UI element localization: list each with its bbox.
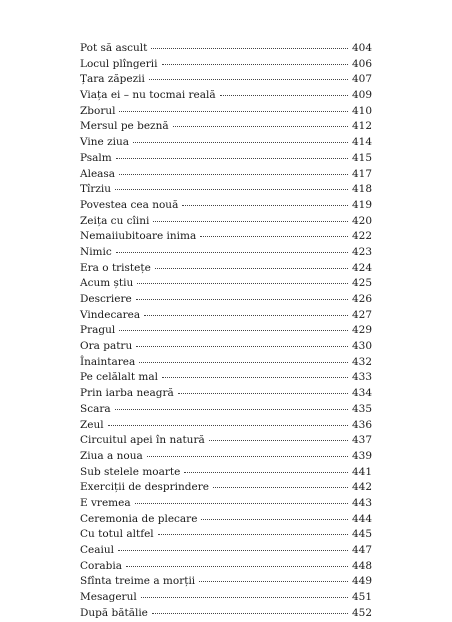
toc-entry (80, 607, 372, 622)
toc-entry-title: Vine ziua (80, 136, 129, 149)
toc-entry-page-number: 439 (351, 449, 372, 462)
toc-entry (80, 215, 372, 231)
toc-entry-title: Locul plîngerii (80, 57, 158, 70)
toc-entry-title: Nemaiiubitoare inima (80, 230, 197, 243)
toc-dot-leader (149, 79, 348, 80)
toc-dot-leader (133, 142, 348, 143)
toc-entry (80, 89, 372, 105)
toc-entry-page-number: 445 (351, 528, 372, 541)
toc-entry-title: Pe celălalt mal (80, 371, 158, 384)
toc-entry (80, 277, 372, 293)
toc-entry-title: Pot să ascult (80, 42, 148, 54)
toc-entry-page-number: 441 (351, 465, 372, 478)
toc-entry-page-number: 434 (351, 387, 372, 400)
toc-dot-leader (155, 268, 348, 269)
toc-entry (80, 481, 372, 497)
toc-dot-leader (173, 126, 348, 127)
toc-dot-leader (136, 299, 348, 300)
toc-dot-leader (137, 283, 348, 284)
toc-dot-leader (119, 174, 348, 175)
toc-entry (80, 371, 372, 387)
toc-dot-leader (184, 472, 348, 473)
toc-dot-leader (118, 550, 348, 551)
toc-dot-leader (152, 613, 348, 614)
toc-dot-leader (201, 519, 348, 520)
toc-entry-page-number: 449 (351, 575, 372, 588)
toc-entry-title: Povestea cea nouă (80, 198, 179, 211)
toc-dot-leader (119, 330, 348, 331)
toc-entry-title: Pragul (80, 324, 116, 337)
toc-dot-leader (162, 64, 348, 65)
toc-entry (80, 58, 372, 74)
toc-entry-title: Vindecarea (80, 308, 141, 321)
toc-entry-title: Sfînta treime a morții (80, 575, 196, 588)
toc-entry-title: Acum știu (80, 277, 134, 290)
toc-entry (80, 152, 372, 168)
toc-dot-leader (141, 597, 348, 598)
toc-entry (80, 168, 372, 184)
toc-entry-title: După bătălie (80, 606, 148, 619)
toc-entry-title: Circuitul apei în natură (80, 434, 205, 447)
toc-dot-leader (162, 377, 348, 378)
toc-entry-page-number: 410 (351, 104, 372, 117)
toc-entry-page-number: 409 (351, 89, 372, 102)
toc-entry-page-number: 448 (351, 559, 372, 572)
toc-entry (80, 246, 372, 262)
toc-entry-page-number: 437 (351, 434, 372, 447)
toc-entry (80, 403, 372, 419)
toc-entry (80, 293, 372, 309)
toc-entry-page-number: 423 (351, 245, 372, 258)
toc-entry (80, 575, 372, 591)
toc-entry-page-number: 429 (351, 324, 372, 337)
toc-entry (80, 419, 372, 435)
toc-dot-leader (199, 581, 348, 582)
toc-entry (80, 544, 372, 560)
toc-entry-page-number: 418 (351, 183, 372, 196)
toc-dot-leader (126, 566, 348, 567)
toc-entry-title: Ceaiul (80, 544, 114, 556)
toc-dot-leader (144, 315, 348, 316)
toc-entry (80, 513, 372, 529)
toc-entry (80, 324, 372, 340)
toc-entry (80, 309, 372, 325)
toc-entry (80, 199, 372, 215)
toc-entry-title: Zeul (80, 418, 104, 431)
toc-entry (80, 591, 372, 607)
toc-entry-page-number: 417 (351, 167, 372, 180)
toc-entry (80, 262, 372, 278)
toc-entry-title: Psalm (80, 151, 112, 164)
toc-entry-page-number: 419 (351, 198, 372, 211)
toc-dot-leader (135, 503, 348, 504)
toc-dot-leader (178, 393, 348, 394)
toc-entry-page-number: 430 (351, 340, 372, 353)
toc-entry (80, 120, 372, 136)
toc-dot-leader (119, 111, 347, 112)
toc-entry-page-number: 433 (351, 371, 372, 384)
toc-entry-title: Mersul pe beznă (80, 120, 169, 133)
toc-dot-leader (220, 95, 348, 96)
toc-entry-title: Mesagerul (80, 591, 137, 604)
toc-entry-title: Ora patru (80, 340, 133, 353)
toc-dot-leader (151, 48, 348, 49)
toc-dot-leader (213, 487, 348, 488)
toc-entry-page-number: 427 (351, 308, 372, 321)
toc-dot-leader (136, 346, 348, 347)
table-of-contents (80, 42, 372, 622)
toc-entry-page-number: 436 (351, 418, 372, 431)
toc-dot-leader (153, 221, 348, 222)
toc-entry (80, 434, 372, 450)
toc-entry-page-number: 443 (351, 496, 372, 509)
toc-entry-title: Țara zăpezii (80, 73, 145, 86)
toc-entry-page-number: 426 (351, 293, 372, 305)
toc-entry (80, 450, 372, 466)
toc-dot-leader (209, 440, 348, 441)
toc-entry-page-number: 444 (351, 512, 372, 525)
toc-entry (80, 230, 372, 246)
toc-entry-title: Viața ei – nu tocmai reală (80, 89, 216, 102)
toc-entry-title: Corabia (80, 559, 122, 572)
toc-entry-page-number: 452 (351, 606, 372, 619)
toc-entry (80, 73, 372, 89)
toc-entry-page-number: 425 (351, 277, 372, 290)
toc-entry-title: Ziua a noua (80, 449, 143, 462)
toc-entry-page-number: 432 (351, 355, 372, 368)
toc-entry-page-number: 415 (351, 151, 372, 164)
toc-entry-title: Aleasa (80, 167, 116, 180)
toc-entry-page-number: 412 (351, 120, 372, 133)
toc-entry (80, 528, 372, 544)
toc-entry-page-number: 414 (351, 136, 372, 149)
toc-dot-leader (108, 425, 348, 426)
toc-entry-page-number: 451 (351, 591, 372, 604)
toc-entry-page-number: 422 (351, 230, 372, 243)
toc-entry-page-number: 424 (351, 261, 372, 274)
toc-entry-page-number: 420 (351, 214, 372, 227)
toc-entry-title: Sub stelele moarte (80, 465, 181, 478)
toc-dot-leader (116, 252, 348, 253)
toc-entry-title: Zborul (80, 104, 116, 117)
toc-entry (80, 387, 372, 403)
toc-entry-title: Nimic (80, 245, 112, 258)
toc-entry (80, 183, 372, 199)
toc-entry-title: E vremea (80, 496, 131, 509)
toc-dot-leader (147, 456, 348, 457)
toc-dot-leader (182, 205, 348, 206)
toc-entry-page-number: 404 (351, 42, 372, 54)
toc-entry-title: Zeița cu cîini (80, 214, 150, 227)
toc-dot-leader (115, 189, 348, 190)
toc-entry-title: Exerciții de desprindere (80, 481, 209, 494)
toc-entry-title: Cu totul altfel (80, 528, 154, 541)
toc-dot-leader (115, 409, 348, 410)
toc-entry-page-number: 407 (351, 73, 372, 86)
toc-entry (80, 466, 372, 482)
toc-entry-page-number: 442 (351, 481, 372, 494)
toc-entry (80, 136, 372, 152)
toc-dot-leader (200, 236, 348, 237)
toc-entry-page-number: 406 (351, 57, 372, 70)
toc-entry-title: Era o tristețe (80, 261, 151, 274)
toc-entry (80, 340, 372, 356)
toc-entry-title: Ceremonia de plecare (80, 512, 198, 525)
toc-entry (80, 560, 372, 576)
toc-entry (80, 356, 372, 372)
toc-entry-title: Înaintarea (80, 355, 136, 368)
toc-dot-leader (139, 362, 348, 363)
toc-entry-title: Descriere (80, 293, 132, 305)
toc-entry-title: Scara (80, 402, 111, 415)
toc-entry (80, 105, 372, 121)
toc-dot-leader (158, 534, 348, 535)
toc-entry-page-number: 435 (351, 402, 372, 415)
toc-entry-title: Tîrziu (80, 183, 112, 196)
toc-entry (80, 42, 372, 58)
toc-entry-page-number: 447 (351, 544, 372, 556)
toc-entry (80, 497, 372, 513)
toc-dot-leader (116, 158, 348, 159)
toc-entry-title: Prin iarba neagră (80, 387, 174, 400)
